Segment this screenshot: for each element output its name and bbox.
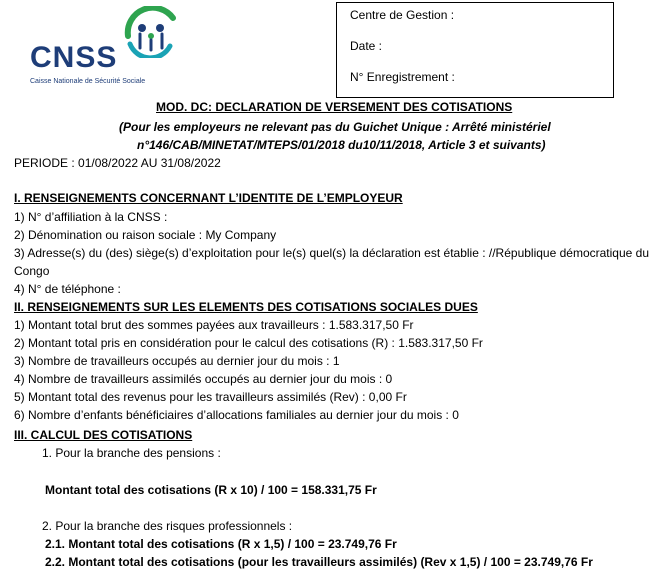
document-subtitle-line2: n°146/CAB/MINETAT/MTEPS/01/2018 du10/11/2018, Article 3 et suivants) [137,138,546,152]
pensions-label: 1. Pour la branche des pensions : [42,446,221,460]
section1-heading: I. RENSEIGNEMENTS CONCERNANT L’IDENTITE DE L’EMPLOYEUR [14,191,403,205]
document-subtitle-line1: (Pour les employeurs ne relevant pas du Guichet Unique : Arrêté ministériel [119,120,551,134]
section2-heading: II. RENSEIGNEMENTS SUR LES ELEMENTS DES COTISATIONS SOCIALES DUES [14,300,478,314]
risques-label: 2. Pour la branche des risques professionnels : [42,519,293,533]
info-box [336,2,614,98]
pensions-total: Montant total des cotisations (R x 10) / 100 = 158.331,75 Fr [45,483,377,497]
section1-item: 2) Dénomination ou raison sociale : My Company [14,228,277,242]
enregistrement-label: N° Enregistrement : [350,70,455,84]
section1-item: Congo [14,264,50,278]
section2-item: 6) Nombre d’enfants bénéficiaires d’allocations familiales au dernier jour du mois : 0 [14,408,459,422]
risques-total-21: 2.1. Montant total des cotisations (R x 1,5) / 100 = 23.749,76 Fr [45,537,397,551]
cnss-emblem-icon [118,6,188,58]
section3-heading: III. CALCUL DES COTISATIONS [14,428,193,442]
section1-item: 1) N° d’affiliation à la CNSS : [14,210,168,224]
document-title: MOD. DC: DECLARATION DE VERSEMENT DES COTISATIONS [156,100,513,114]
section2-item: 2) Montant total pris en considération pour le calcul des cotisations (R) : 1.583.317,50 Fr [14,336,483,350]
periode: PERIODE : 01/08/2022 AU 31/08/2022 [14,156,221,170]
section2-item: 1) Montant total brut des sommes payées aux travailleurs : 1.583.317,50 Fr [14,318,414,332]
section2-item: 4) Nombre de travailleurs assimilés occupés au dernier jour du mois : 0 [14,372,393,386]
cnss-logo [26,6,191,86]
centre-gestion-label: Centre de Gestion : [350,8,455,22]
logo-subtitle: Caisse Nationale de Sécurité Sociale [30,78,146,85]
section1-item: 3) Adresse(s) du (des) siège(s) d’exploitation pour le(s) quel(s) la déclaration est établie : //République démocratique du [14,246,649,260]
section2-item: 3) Nombre de travailleurs occupés au dernier jour du mois : 1 [14,354,340,368]
date-label: Date : [350,39,383,53]
section2-item: 5) Montant total des revenus pour les travailleurs assimilés (Rev) : 0,00 Fr [14,390,407,404]
section1-item: 4) N° de téléphone : [14,282,121,296]
risques-total-22: 2.2. Montant total des cotisations (pour les travailleurs assimilés) (Rev x 1,5) / 100 = 23.749,76 Fr [45,555,593,569]
logo-wordmark: CNSS [30,41,118,74]
